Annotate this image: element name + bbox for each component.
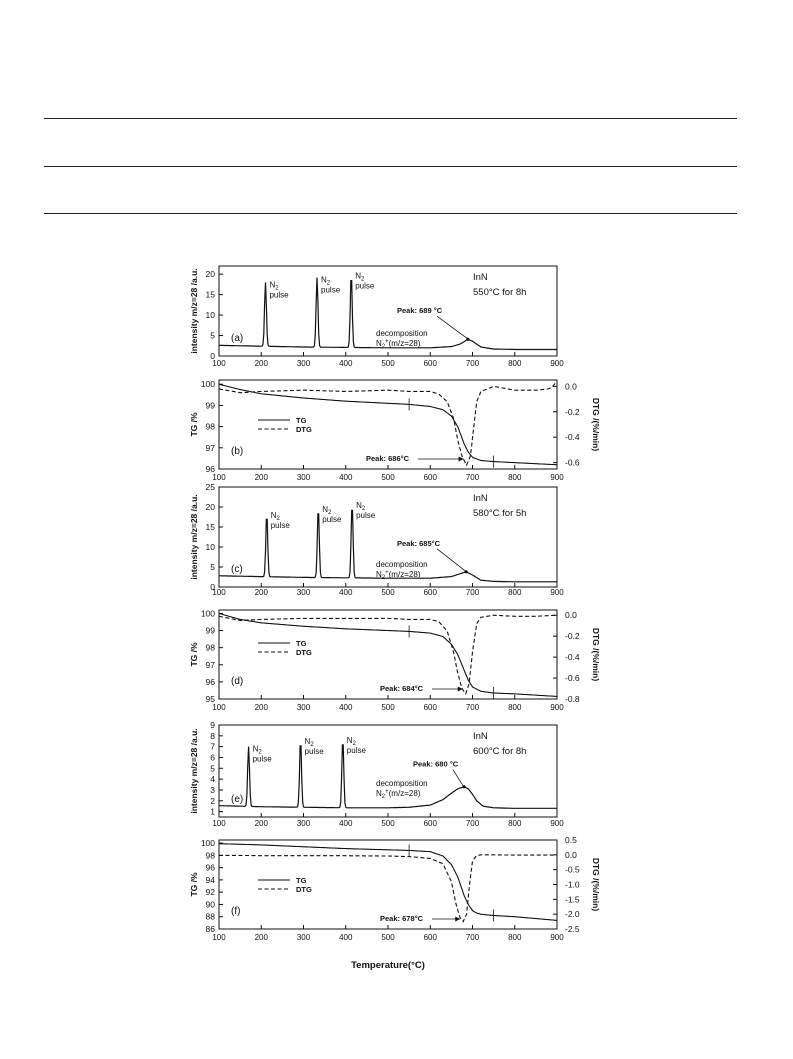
x-tick-label: 300	[296, 819, 311, 828]
x-tick-label: 100	[212, 588, 226, 597]
y2-tick-label: -1.0	[565, 879, 580, 890]
y-tick-label: 100	[200, 608, 215, 619]
x-tick-label: 700	[465, 473, 480, 482]
pulse-label-2: $N_2$	[321, 275, 331, 287]
panel-b	[189, 379, 601, 482]
x-tick-label: 200	[254, 819, 268, 828]
pulse-word-2: pulse	[322, 515, 342, 524]
plot-frame-e	[219, 725, 557, 817]
panel-f	[189, 835, 601, 942]
x-tick-label: 100	[212, 819, 226, 828]
y2-axis-label: DTG /(%/min)	[591, 397, 601, 452]
legend-dtg-label: DTG	[296, 885, 312, 894]
panel-label: (c)	[231, 564, 243, 575]
pulse-label-1: $N_2$	[270, 511, 280, 522]
x-tick-label: 900	[550, 359, 564, 368]
y-tick-label: 99	[205, 625, 215, 636]
panel-c	[189, 482, 564, 597]
panel-label: (e)	[231, 794, 244, 805]
y-tick-label: 100	[200, 379, 215, 390]
condition-label: 550°C for 8h	[473, 287, 527, 298]
y-tick-label: 92	[205, 887, 215, 898]
pulse-word-1: pulse	[252, 754, 272, 764]
decomposition-label: decomposition	[376, 329, 428, 338]
x-tick-label: 500	[381, 359, 395, 368]
peak-label: Peak: 685°C	[397, 538, 441, 548]
x-tick-label: 900	[550, 819, 564, 828]
y-tick-label: 96	[205, 676, 215, 687]
pulse-word-2: pulse	[304, 747, 324, 757]
condition-label: 600°C for 8h	[473, 746, 527, 757]
dtg-series-line	[219, 615, 557, 694]
y2-axis-label: DTG /(%/min)	[591, 627, 601, 682]
x-tick-label: 700	[465, 703, 480, 712]
y-axis-label: intensity m/z=28 /a.u.	[189, 728, 199, 814]
pulse-word-1: pulse	[270, 521, 290, 530]
y-tick-label: 5	[210, 330, 215, 341]
x-tick-label: 200	[254, 933, 268, 942]
tg-series-line	[219, 384, 557, 465]
dtg-series-line	[219, 381, 557, 465]
x-tick-labels-b	[212, 473, 564, 482]
x-tick-label: 500	[381, 473, 395, 482]
pulse-label-2: $N_2$	[304, 737, 314, 749]
y-tick-label: 10	[205, 310, 215, 321]
x-tick-labels-d	[212, 703, 564, 712]
y2-tick-label: -2.5	[565, 924, 580, 934]
y-tick-label: 94	[205, 874, 215, 885]
condition-label: 580°C for 5h	[473, 508, 527, 519]
pulse-label-3: $N_2$	[346, 735, 356, 747]
y-tick-label: 98	[205, 850, 215, 861]
pulse-label-1: $N_2$	[252, 744, 262, 756]
x-tick-label: 800	[508, 473, 522, 482]
x-tick-label: 900	[550, 703, 564, 712]
x-tick-label: 700	[465, 588, 480, 597]
y-tick-label: 97	[205, 659, 215, 670]
x-tick-label: 800	[508, 588, 522, 597]
peak-label: Peak: 686°C	[366, 454, 410, 463]
x-tick-label: 100	[212, 473, 226, 482]
x-tick-label: 500	[381, 933, 395, 942]
x-tick-label: 600	[423, 588, 437, 597]
y-tick-label: 95	[205, 694, 215, 704]
y-tick-label: 98	[205, 642, 215, 653]
x-tick-label: 400	[339, 933, 353, 942]
y2-tick-label: -0.6	[565, 457, 580, 468]
y-tick-label: 97	[205, 442, 215, 453]
panel-d	[189, 608, 601, 712]
decomposition-species: $N_2^+(m/z=28)$	[376, 789, 421, 800]
pulse-word-1: pulse	[269, 290, 289, 300]
y-tick-label: 8	[210, 730, 215, 741]
x-axis-label: Temperature(°C)	[351, 960, 425, 971]
y2-axis-label: DTG /(%/min)	[591, 857, 601, 912]
legend-dtg-label: DTG	[296, 425, 312, 434]
x-tick-labels-e	[212, 819, 564, 828]
x-tick-label: 200	[254, 473, 268, 482]
y-tick-label: 20	[205, 502, 215, 512]
sample-label: InN	[473, 731, 488, 742]
y-tick-label: 5	[210, 562, 215, 572]
panel-label: (d)	[231, 676, 244, 687]
x-tick-label: 600	[423, 933, 437, 942]
decomposition-label: decomposition	[376, 560, 428, 569]
x-tick-label: 900	[550, 588, 564, 597]
y2-tick-label: -0.4	[565, 652, 580, 663]
y-axis-label: TG /%	[189, 412, 199, 437]
pulse-label-1: $N_2$	[269, 280, 279, 292]
x-tick-label: 100	[212, 359, 226, 368]
dtg-series-line	[219, 855, 557, 922]
y2-tick-label: -1.5	[565, 894, 580, 905]
legend-dtg-label: DTG	[296, 648, 312, 657]
x-tick-label: 800	[508, 819, 522, 828]
x-tick-label: 500	[381, 703, 395, 712]
y-tick-label: 96	[205, 862, 215, 873]
legend-tg-label: TG	[296, 639, 307, 648]
peak-arrowhead	[459, 457, 464, 462]
decomposition-species: $N_2^+(m/z=28)$	[376, 339, 421, 350]
y-tick-label: 98	[205, 421, 215, 432]
x-tick-label: 400	[339, 703, 353, 712]
x-tick-label: 300	[296, 359, 311, 368]
pulse-word-3: pulse	[355, 281, 375, 291]
x-tick-labels-c	[212, 588, 564, 597]
panel-e	[189, 720, 564, 828]
x-tick-label: 600	[423, 703, 437, 712]
x-tick-label: 700	[465, 933, 480, 942]
x-tick-label: 700	[465, 819, 480, 828]
x-tick-label: 300	[296, 588, 311, 597]
panel-label: (b)	[231, 446, 244, 457]
y-axis-label: intensity m/z=28 /a.u.	[189, 268, 199, 354]
y2-tick-label: -0.8	[565, 694, 580, 704]
y-tick-label: 3	[210, 784, 215, 795]
y2-tick-label: -0.2	[565, 631, 580, 642]
y-tick-label: 99	[205, 400, 215, 411]
legend-tg-label: TG	[296, 876, 307, 885]
y-tick-label: 10	[205, 542, 215, 552]
pulse-label-2: $N_2$	[322, 505, 332, 516]
sample-label: InN	[473, 272, 488, 283]
x-tick-label: 400	[339, 473, 353, 482]
y-tick-label: 15	[205, 289, 215, 300]
pulse-label-3: $N_2$	[356, 501, 366, 512]
legend-tg-label: TG	[296, 416, 307, 425]
x-tick-label: 800	[508, 359, 522, 368]
x-tick-labels-f	[212, 933, 564, 942]
panel-label: (a)	[231, 333, 244, 344]
y2-tick-label: -2.0	[565, 909, 580, 920]
peak-arrow	[437, 549, 465, 571]
y-tick-label: 96	[205, 464, 215, 474]
x-tick-label: 600	[423, 819, 437, 828]
y-axis-label: TG /%	[189, 872, 199, 897]
pulse-word-3: pulse	[356, 511, 376, 520]
x-tick-label: 700	[465, 359, 480, 368]
y-tick-label: 100	[200, 838, 215, 849]
y2-tick-label: -0.5	[565, 864, 580, 875]
x-tick-label: 400	[339, 359, 353, 368]
y2-tick-label: -0.4	[565, 432, 580, 443]
peak-label: Peak: 684°C	[380, 684, 424, 693]
peak-arrow	[453, 770, 463, 786]
decomposition-species: $N_2^+(m/z=28)$	[376, 570, 421, 581]
y-tick-label: 0	[210, 582, 215, 592]
y-tick-label: 7	[210, 741, 215, 752]
y-tick-label: 4	[210, 774, 215, 785]
y2-tick-label: 0.0	[565, 381, 577, 392]
y-tick-label: 90	[205, 899, 215, 910]
x-tick-label: 500	[381, 588, 395, 597]
peak-label: Peak: 689 °C	[397, 306, 443, 316]
y2-tick-label: 0.0	[565, 849, 577, 860]
x-tick-label: 400	[339, 819, 353, 828]
y2-tick-label: 0.0	[565, 610, 577, 621]
peak-label: Peak: 678°C	[380, 914, 424, 923]
x-tick-labels-a	[212, 359, 564, 368]
y-tick-label: 6	[210, 752, 215, 763]
y-tick-label: 5	[210, 763, 215, 774]
panel-label: (f)	[231, 906, 241, 917]
x-tick-label: 300	[296, 933, 311, 942]
y-tick-label: 0	[210, 351, 215, 361]
y-tick-label: 20	[205, 269, 215, 280]
pulse-word-2: pulse	[321, 285, 341, 295]
y2-tick-label: 0.5	[565, 835, 577, 845]
x-tick-label: 800	[508, 933, 522, 942]
y-tick-label: 25	[205, 482, 215, 492]
x-tick-label: 200	[254, 588, 268, 597]
y2-tick-label: -0.6	[565, 673, 580, 684]
x-tick-label: 300	[296, 703, 311, 712]
sample-label: InN	[473, 493, 488, 504]
y-tick-label: 86	[205, 924, 215, 934]
x-tick-label: 900	[550, 473, 564, 482]
x-tick-label: 800	[508, 703, 522, 712]
y2-tick-label: -0.2	[565, 406, 580, 417]
x-tick-label: 900	[550, 933, 564, 942]
y-tick-label: 1	[210, 806, 215, 817]
x-tick-label: 300	[296, 473, 311, 482]
x-tick-label: 600	[423, 473, 437, 482]
x-tick-label: 600	[423, 359, 437, 368]
x-tick-label: 500	[381, 819, 395, 828]
peak-marker	[465, 570, 468, 573]
panel-a	[189, 266, 564, 368]
y-axis-label: intensity m/z=28 /a.u.	[189, 494, 199, 580]
y-tick-label: 2	[210, 795, 215, 806]
peak-marker	[466, 338, 469, 341]
peak-arrow	[437, 316, 467, 338]
peak-marker	[462, 785, 465, 788]
x-tick-label: 100	[212, 703, 226, 712]
y-tick-label: 9	[210, 720, 215, 730]
y-tick-label: 88	[205, 911, 215, 922]
x-tick-label: 200	[254, 703, 268, 712]
y-axis-label: TG /%	[189, 642, 199, 667]
pulse-word-3: pulse	[346, 745, 366, 755]
peak-label: Peak: 680 °C	[413, 759, 459, 769]
x-tick-label: 100	[212, 933, 226, 942]
pulse-label-3: $N_2$	[355, 271, 365, 283]
x-tick-label: 400	[339, 588, 353, 597]
decomposition-label: decomposition	[376, 779, 428, 788]
y-tick-label: 15	[205, 522, 215, 532]
peak-arrowhead	[458, 687, 463, 692]
x-tick-label: 200	[254, 359, 268, 368]
